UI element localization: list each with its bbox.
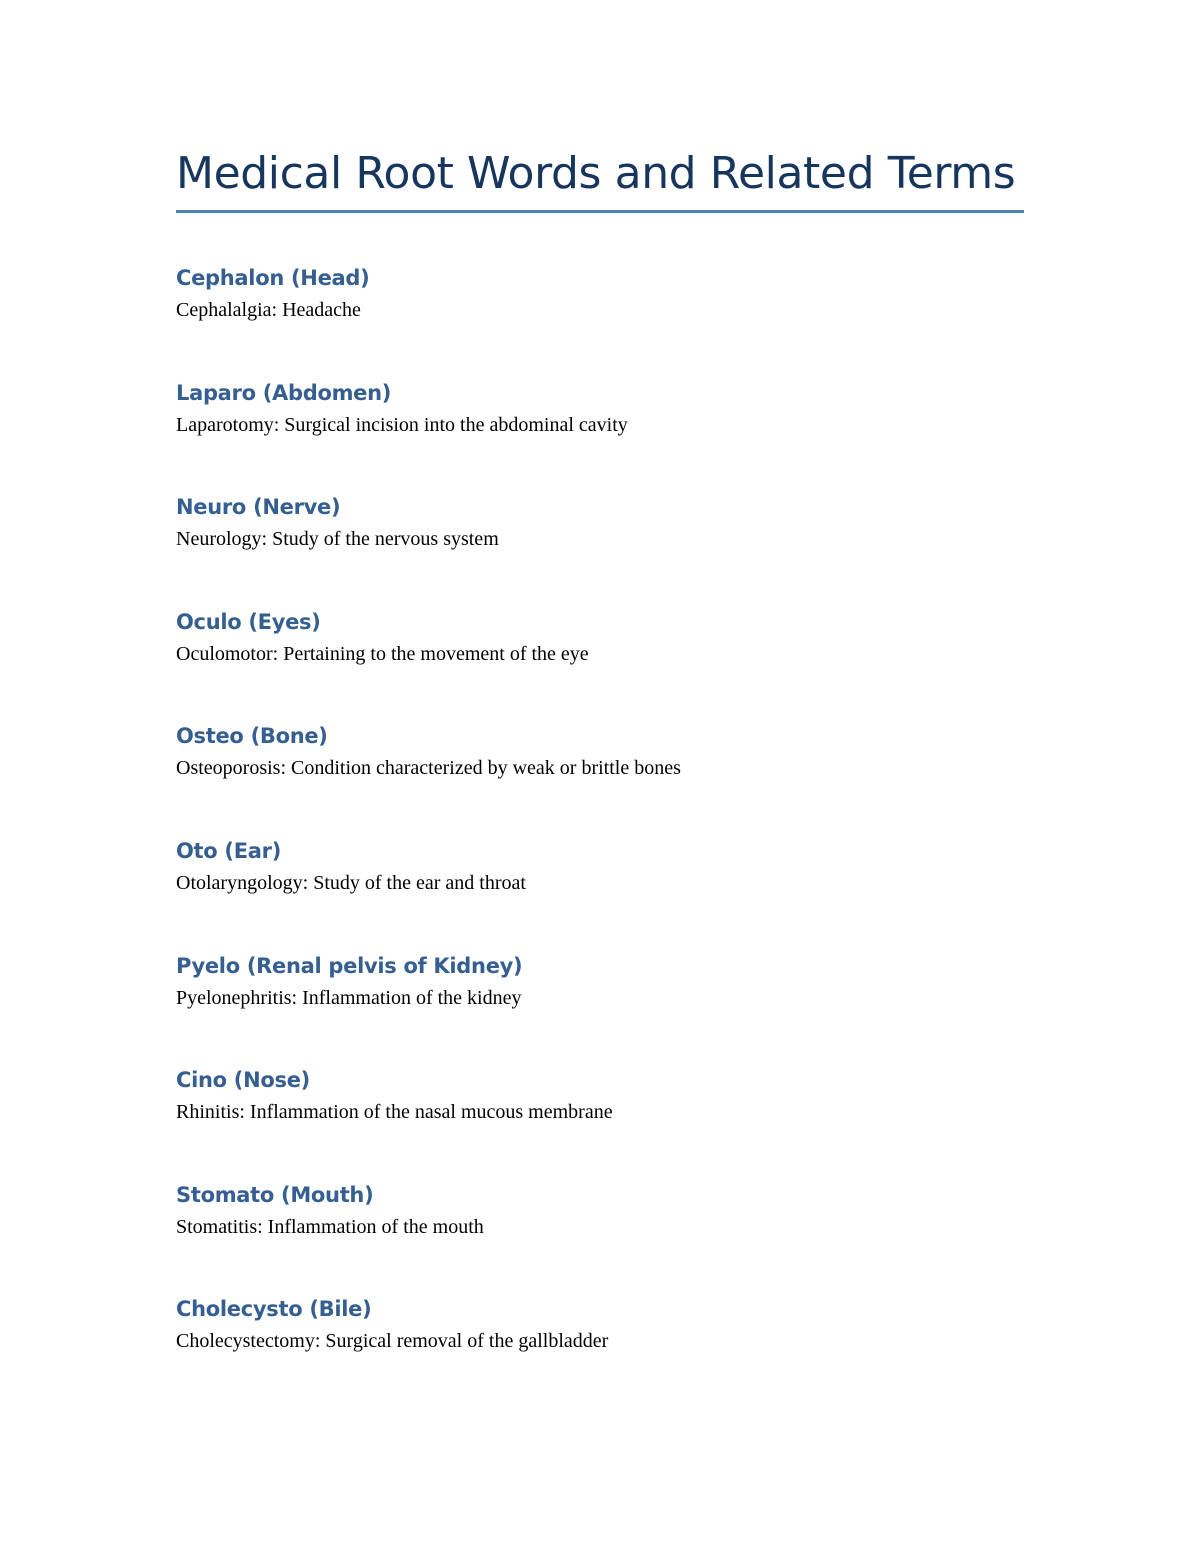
- root-word-heading: Cephalon (Head): [176, 266, 370, 290]
- root-word-entry: [176, 1064, 1036, 1179]
- related-term: Stomatitis: Inflammation of the mouth: [176, 1215, 484, 1238]
- root-word-entry: [176, 262, 1036, 377]
- root-word-entry: [176, 1179, 1036, 1294]
- root-word-heading: Laparo (Abdomen): [176, 380, 392, 405]
- related-term: Rhinitis: Inflammation of the nasal mucous membrane: [176, 1101, 613, 1124]
- related-term: Laparotomy: Surgical incision into the abdominal cavity: [176, 413, 628, 436]
- root-word-entry: [176, 377, 1036, 492]
- title-underline-divider: [176, 210, 1024, 213]
- related-term: Cephalalgia: Headache: [176, 299, 361, 321]
- related-term: Pyelonephritis: Inflammation of the kidney: [176, 986, 522, 1009]
- root-word-heading: Osteo (Bone): [176, 724, 328, 749]
- root-word-entry: [176, 835, 1036, 950]
- root-word-entry: [176, 491, 1036, 606]
- page-title: Medical Root Words and Related Terms: [176, 148, 1016, 199]
- root-word-list: [176, 262, 1036, 1408]
- root-word-entry: [176, 950, 1036, 1065]
- root-word-heading: Oto (Ear): [176, 838, 281, 863]
- root-word-entry: [176, 606, 1036, 721]
- related-term: Neurology: Study of the nervous system: [176, 528, 499, 551]
- root-word-heading: Oculo (Eyes): [176, 609, 321, 634]
- root-word-heading: Cholecysto (Bile): [176, 1297, 372, 1322]
- root-word-heading: Pyelo (Renal pelvis of Kidney): [176, 953, 523, 978]
- root-word-entry: [176, 1293, 1036, 1408]
- related-term: Otolaryngology: Study of the ear and throat: [176, 871, 526, 894]
- root-word-heading: Stomato (Mouth): [176, 1182, 374, 1207]
- root-word-heading: Neuro (Nerve): [176, 495, 341, 520]
- root-word-heading: Cino (Nose): [176, 1068, 310, 1093]
- related-term: Cholecystectomy: Surgical removal of the gallbladder: [176, 1330, 609, 1353]
- related-term: Osteoporosis: Condition characterized by weak or brittle bones: [176, 757, 681, 780]
- related-term: Oculomotor: Pertaining to the movement of the eye: [176, 642, 589, 665]
- root-word-entry: [176, 720, 1036, 835]
